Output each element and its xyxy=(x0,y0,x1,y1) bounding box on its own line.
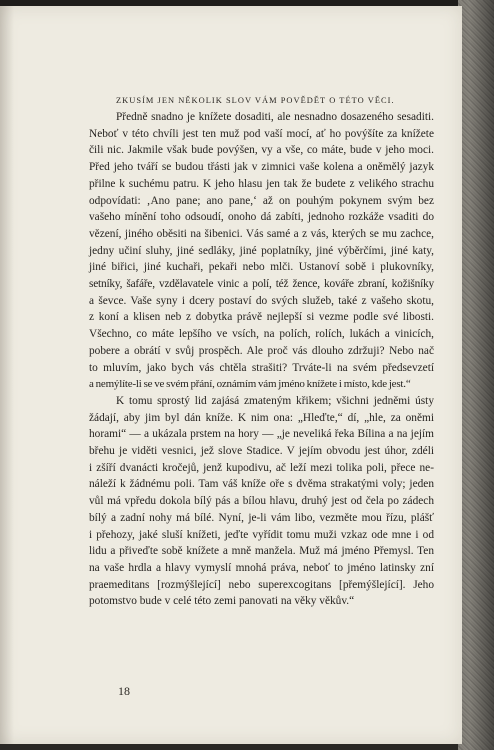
text-line: jiné biřici, jiné kuchaři, pekaři nebo mlči. Ustanoví sobě i plukovníky, xyxy=(89,261,434,274)
paragraph-2 xyxy=(89,393,434,610)
text-line: na vaše hrdla a hlavy vymyslí mnohá práva, neboť to jméno latinsky zní xyxy=(89,561,434,574)
text-line: přilne k suchému patru. K jeho hlasu jen tak že budete z velikého strachu xyxy=(89,177,434,190)
text-line: čili nic. Jakmile však bude povýšen, vy a vše, co máte, bude v jeho moci. xyxy=(89,144,434,157)
text-line: K tomu sprostý lid zajásá zmateným křikem; všichni jedněmi ústy xyxy=(116,394,434,407)
text-line: a ševce. Vaše syny i dcery postaví do svých služeb, také z vašeho skotu, xyxy=(89,294,434,307)
running-head: ZKUSÍM JEN NĚKOLIK SLOV VÁM POVĚDĚT O TÉTO VĚCI. xyxy=(116,96,395,105)
text-line: vězení, jiného oběsiti na šibenici. Vás samé a z vás, kterých se mu zachce, xyxy=(89,227,434,240)
text-line: i přehozy, jaké sluší knížeti, jeďte vyřídit tomu muži vzkaz ode mne i od xyxy=(89,528,434,541)
text-line: horami“ — a ukázala prstem na hory — „je neveliká řeka Bílina a na jejím xyxy=(89,428,434,441)
text-line: břehu je viděti vesnici, jež slove Stadice. V jejím obvodu jest úhor, zdéli xyxy=(89,445,434,458)
text-line: Všechno, co máte lepšího ve vsích, na polích, rolích, lukách a vinicích, xyxy=(89,328,434,341)
text-line: to mluvím, jako bych vás chtěla strašiti? Trváte-li na svém předsevzetí xyxy=(89,361,434,374)
body-text xyxy=(89,109,434,610)
text-line: i zšíří dvanácti kročejů, jenž kupodivu, ač leží mezi tolika poli, přece ne- xyxy=(89,461,434,474)
text-line: odpovídati: ‚Ano pane; ano pane,‘ až on pouhým pokynem svým bez xyxy=(89,194,434,207)
book-cover-shadow xyxy=(470,0,494,750)
text-line: pobere a obrátí v svůj prospěch. Ale proč vás dlouho zdržuji? Nebo nač xyxy=(89,344,434,357)
text-line: a nemýlíte-li se ve svém přání, oznámím vám jméno knížete i místo, kde jest.“ xyxy=(89,378,411,391)
text-line: bílý a zadní nohy má bílé. Nyní, je-li vám libo, vezměte mou řízu, plášť xyxy=(89,511,434,524)
page-number: 18 xyxy=(118,684,130,698)
text-line: z koní a klisen neb z dobytka právě nejlepší si vezme podle své libosti. xyxy=(89,311,434,324)
text-line: lidu a přiveďte sobě knížete a mně manžela. Muž má jméno Přemysl. Ten xyxy=(89,545,434,558)
text-line: Předně snadno je knížete dosaditi, ale nesnadno dosazeného sesaditi. xyxy=(116,111,434,123)
text-line: jedny učiní sluhy, jiné sedláky, jiné poplatníky, jiné výběrčími, jiné katy, xyxy=(89,244,434,257)
text-line: vašeho mínění toho odsoudí, onoho dá zabíti, jednoho rozkáže vsaditi do xyxy=(89,211,434,224)
text-line: Neboť v této chvíli jest ten muž pod vaší mocí, ať ho povýšíte za knížete xyxy=(89,127,434,140)
text-line: potomstvo bude v celé této zemi panovati na věky věkův.“ xyxy=(89,595,355,608)
page-gutter-shadow xyxy=(0,6,14,744)
text-line: žádají, aby jim byl dán kníže. K nim ona: „Hleďte,“ dí, „hle, za oněmi xyxy=(89,411,434,424)
text-line: náleží k žádnému poli. Tam váš kníže oře s dvěma strakatými voly; jeden xyxy=(89,478,434,491)
paragraph-1 xyxy=(89,109,434,393)
text-line: setníky, šafáře, vzdělavatele vinic a polí, též žence, kováře zbraní, kožišníky xyxy=(89,278,434,291)
text-line: Před jeho tváří se budou třásti jak v zimnici vaše kolena a oněmělý jazyk xyxy=(89,161,434,174)
text-line: praemeditans [rozmýšlející] nebo superexcogitans [přemýšlející]. Jeho xyxy=(89,578,434,591)
text-line: vůl má vpředu dokola bílý pás a bílou hlavu, druhý jest od čela po zádech xyxy=(89,495,434,508)
